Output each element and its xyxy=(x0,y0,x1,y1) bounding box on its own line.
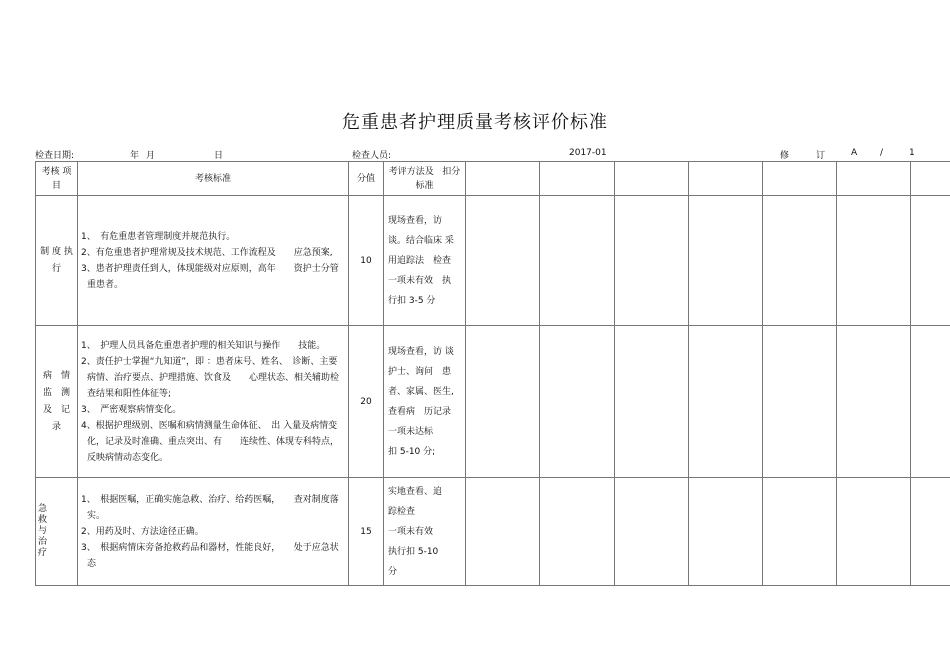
empty-cell xyxy=(615,196,689,326)
criteria-cell: 1、 护理人员具备危重患者护理的相关知识与操作 技能。 2、责任护士掌握“九知道”，即 ：患者床号、姓名、 诊断、主要病情、治疗要点、护理措施、饮食及 心理状态、相关辅助检查结果和阳性体征等; 3、 严密观察病情变化。 4、根据护理级别、医嘱和病情测量生命体征、 出 入量及病情变化，记录及时准确、重点突出、有 连续性、体现专科特点，反映病情动态变化。 xyxy=(78,326,349,478)
empty-cell xyxy=(466,478,540,586)
empty-cell xyxy=(540,196,615,326)
empty-cell xyxy=(540,478,615,586)
criteria-cell: 1、 根据医嘱，正确实施急救、治疗、给药医嘱， 查对制度落实。 2、用药及时、方法途径正确。 3、 根据病情床旁备抢救药品和器材，性能良好， 处于应急状态 xyxy=(78,478,349,586)
score-cell: 10 xyxy=(349,196,384,326)
criteria-cell: 1、 有危重患者管理制度并规范执行。 2、有危重患者护理常规及技术规范、工作流程及 应急预案, 3、患者护理责任到人，体现能级对应原则，高年 资护士分管重患者。 xyxy=(78,196,349,326)
empty-cell xyxy=(837,196,911,326)
method-cell: 实地查看、追 踪检查 一项未有效 执行扣 5-10 分 xyxy=(384,478,466,586)
method-cell: 现场查看，访 谈 护士、询问 患 者、家属、医生, 查看病 历记录 一项未达标 扣 5-10 分; xyxy=(384,326,466,478)
empty-cell xyxy=(837,162,911,196)
month-label: 月 xyxy=(146,151,156,161)
empty-cell xyxy=(763,326,837,478)
table-row xyxy=(36,478,950,586)
score-cell: 15 xyxy=(349,478,384,586)
empty-cell xyxy=(540,326,615,478)
empty-cell xyxy=(615,162,689,196)
empty-cell xyxy=(540,162,615,196)
evaluation-table xyxy=(35,161,950,586)
empty-cell xyxy=(466,326,540,478)
table-row xyxy=(36,326,950,478)
revision-label-1: 修 xyxy=(780,151,790,161)
category-condition-monitoring: 病 情 监 测 及 记 录 xyxy=(36,326,78,478)
empty-cell xyxy=(763,478,837,586)
empty-cell xyxy=(689,196,763,326)
method-cell: 现场查看，访 谈。结合临床 采 用追踪法 检查 一项未有效 执 行扣 3-5 分 xyxy=(384,196,466,326)
empty-cell xyxy=(911,196,950,326)
header-criteria: 考核标准 xyxy=(78,162,349,196)
empty-cell xyxy=(615,326,689,478)
revision-code: A xyxy=(851,148,858,158)
table-row xyxy=(36,196,950,326)
revision-slash: / xyxy=(880,148,884,158)
category-system-execution: 制 度 执 行 xyxy=(36,196,78,326)
table-header-row xyxy=(36,162,950,196)
version-number: 2017-01 xyxy=(569,148,607,158)
empty-cell xyxy=(911,478,950,586)
empty-cell xyxy=(837,478,911,586)
empty-cell xyxy=(763,162,837,196)
empty-cell xyxy=(689,478,763,586)
header-score: 分值 xyxy=(349,162,384,196)
day-label: 日 xyxy=(214,151,224,161)
document-title: 危重患者护理质量考核评价标准 xyxy=(342,112,608,133)
empty-cell xyxy=(911,162,950,196)
revision-label-2: 订 xyxy=(816,151,826,161)
empty-cell xyxy=(911,326,950,478)
empty-cell xyxy=(689,162,763,196)
empty-cell xyxy=(689,326,763,478)
header-method: 考评方法及 扣分 标准 xyxy=(384,162,466,196)
header-item: 考核 项 目 xyxy=(36,162,78,196)
score-cell: 20 xyxy=(349,326,384,478)
inspector-label: 检查人员: xyxy=(352,151,392,161)
revision-number: 1 xyxy=(909,148,915,158)
empty-cell xyxy=(466,162,540,196)
empty-cell xyxy=(466,196,540,326)
category-emergency-treatment: 急 救 与 治 疗 xyxy=(36,478,78,586)
empty-cell xyxy=(763,196,837,326)
check-date-label: 检查日期: xyxy=(35,151,75,161)
empty-cell xyxy=(615,478,689,586)
empty-cell xyxy=(837,326,911,478)
year-label: 年 xyxy=(130,151,140,161)
